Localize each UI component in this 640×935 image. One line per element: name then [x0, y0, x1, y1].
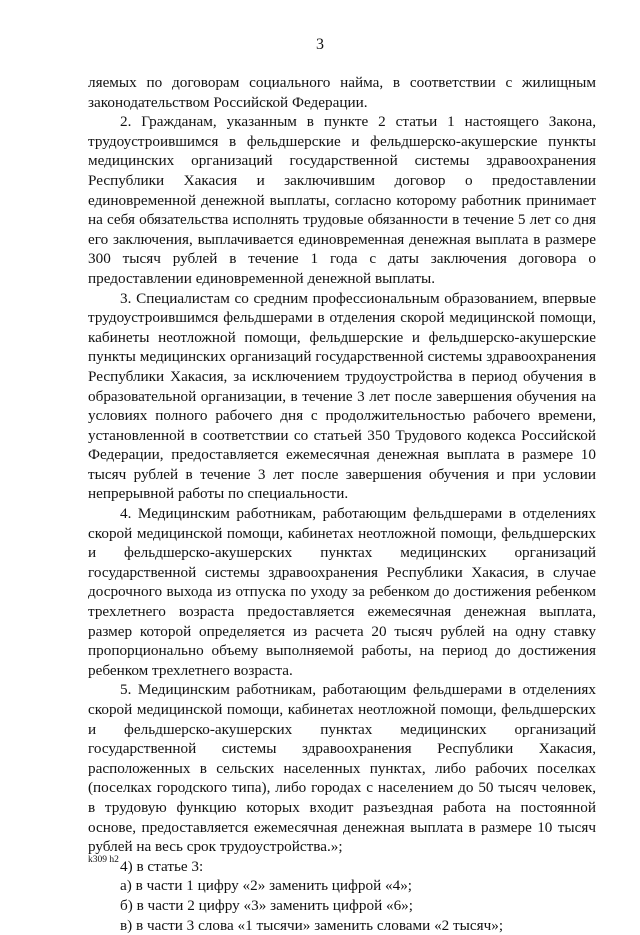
document-code: k309 h2	[88, 855, 119, 865]
paragraph-continuation: ляемых по договорам социального найма, в соответствии с жилищным законодательством Российской Федерации.	[88, 74, 596, 111]
paragraph-subitem-a: а) в части 1 цифру «2» заменить цифрой «4»;	[120, 877, 413, 895]
document-body	[88, 73, 596, 935]
paragraph-item-3: 3. Специалистам со средним профессиональным образованием, впервые трудоустроившимся фельдшерами в отделения скорой медицинской помощи, кабинеты неотложной помощи, фельдшерские и фельдшерско-акушерские пункты медицинских организаций государственной системы здравоохранения Республики Хакасия, за исключением трудоустройства в период обучения в образовательной организации, в течение 3 лет после завершения обучения на условиях полного рабочего дня с продолжительностью рабочего времени, установленной в соответствии со статьей 350 Трудового кодекса Российской Федерации, предоставляется ежемесячная денежная выплата в размере 10 тысяч рублей в течение 3 лет после завершения обучения и при условии непрерывной работы по специальности.	[88, 289, 596, 503]
paragraph-article-3-heading: 4) в статье 3:	[120, 857, 204, 875]
paragraph-item-2: 2. Гражданам, указанным в пункте 2 статьи 1 настоящего Закона, трудоустроившимся в фельдшерские и фельдшерско-акушерские пункты медицинских организаций государственной системы здравоохранения Республики Хакасия и заключившим договор о предоставлении единовременной денежной выплаты, согласно которому работник принимает на себя обязательства исполнять трудовые обязанности в течение 5 лет со дня его заключения, выплачивается единовременная денежная выплата в размере 300 тысяч рублей в течение 1 года с даты заключения договора о предоставлении единовременной денежной выплаты.	[88, 113, 596, 287]
paragraph-subitem-b: б) в части 2 цифру «3» заменить цифрой «6»;	[120, 896, 413, 914]
page-number: 3	[316, 36, 324, 53]
paragraph-item-4: 4. Медицинским работникам, работающим фельдшерами в отделениях скорой медицинской помощи, кабинетах неотложной помощи, фельдшерских и фельдшерско-акушерских пунктах медицинских организаций государственной системы здравоохранения Республики Хакасия, в случае досрочного выхода из отпуска по уходу за ребенком до достижения ребенком трехлетнего возраста предоставляется ежемесячная денежная выплата, размер которой определяется из расчета 20 тысяч рублей на одну ставку пропорционально объему выполняемой работы, на период до достижения ребенком трехлетнего возраста.	[88, 505, 596, 679]
paragraph-item-5: 5. Медицинским работникам, работающим фельдшерами в отделениях скорой медицинской помощи, кабинетах неотложной помощи, фельдшерских и фельдшерско-акушерских пунктах медицинских организаций государственной системы здравоохранения Республики Хакасия, расположенных в сельских населенных пунктах, либо рабочих поселках (поселках городского типа), либо городах с населением до 50 тысяч человек, в трудовую функцию которых входит разъездная работа на постоянной основе, предоставляется ежемесячная денежная выплата в размере 10 тысяч рублей на весь срок трудоустройства.»;	[88, 681, 596, 856]
paragraph-subitem-v: в) в части 3 слова «1 тысячи» заменить словами «2 тысяч»;	[120, 916, 504, 934]
